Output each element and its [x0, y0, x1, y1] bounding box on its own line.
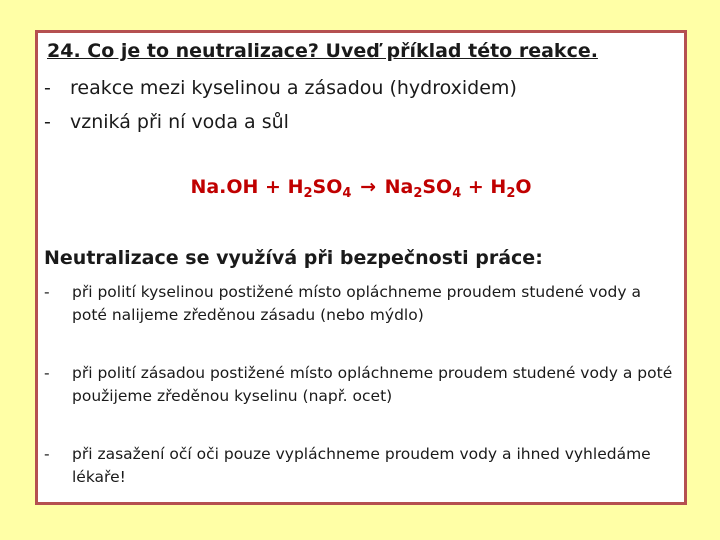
- list-item: [44, 443, 676, 489]
- safety-heading: Neutralizace se využívá při bezpečnosti práce:: [44, 247, 543, 269]
- definition-line: [44, 77, 517, 99]
- list-item-text: při polití kyselinou postižené místo opláchneme proudem studené vody a poté nalijeme zředěnou zásadu (nebo mýdlo): [72, 283, 641, 324]
- reaction-equation: $Na.OH + H_2SO_4 \to Na_2SO_4 + H_2O$: [190, 176, 532, 201]
- slide-card: [35, 30, 687, 505]
- dash-marker: -: [44, 77, 51, 99]
- definition-text: reakce mezi kyselinou a zásadou (hydroxidem): [70, 77, 517, 99]
- product-text: vzniká při ní voda a sůl: [70, 111, 289, 133]
- reaction-arrow-icon: →: [360, 176, 376, 198]
- dash-marker: -: [44, 283, 50, 301]
- list-item: [44, 362, 676, 408]
- product-line: [44, 111, 289, 133]
- list-item: [44, 281, 676, 327]
- slide-title: 24. Co je to neutralizace? Uveď příklad této reakce.: [47, 40, 598, 62]
- list-item-text: při zasažení očí oči pouze vypláchneme proudem vody a ihned vyhledáme lékaře!: [72, 445, 651, 486]
- dash-marker: -: [44, 445, 50, 463]
- list-item-text: při polití zásadou postižené místo opláchneme proudem studené vody a poté použijeme zředěnou kyselinu (např. ocet): [72, 364, 673, 405]
- dash-marker: -: [44, 111, 51, 133]
- dash-marker: -: [44, 364, 50, 382]
